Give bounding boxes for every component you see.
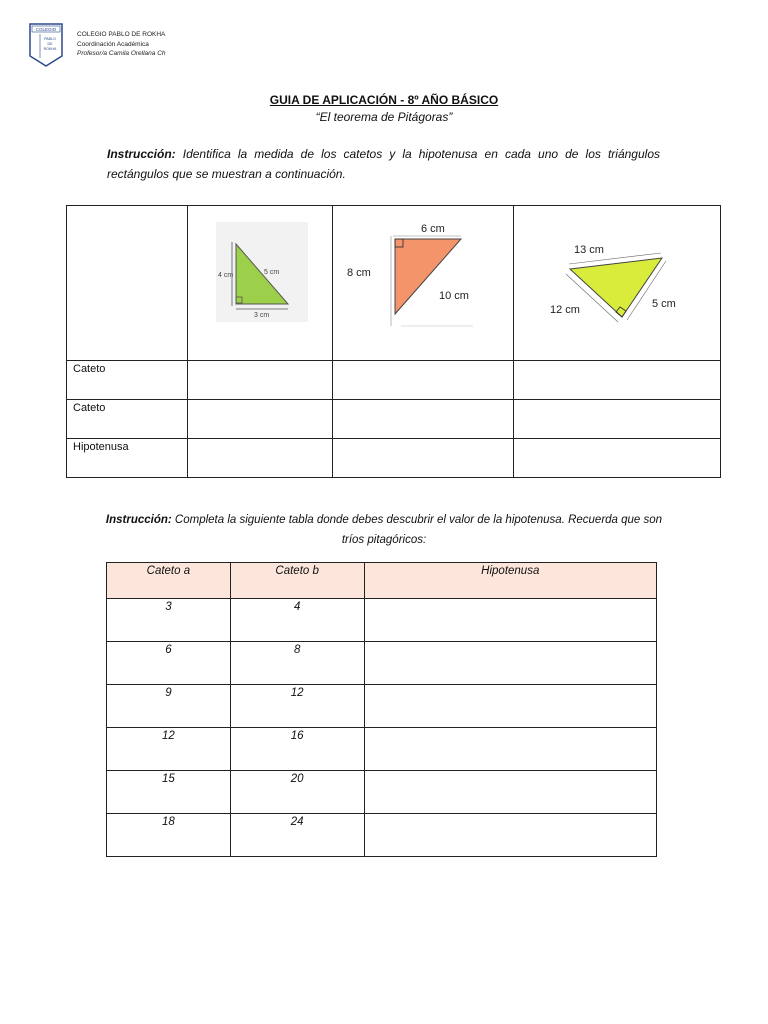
hipotenusa-answer-cell[interactable] bbox=[364, 685, 656, 728]
answer-cell[interactable] bbox=[333, 361, 514, 400]
table1-row bbox=[67, 439, 721, 478]
triangle-1-side-b: 3 cm bbox=[254, 312, 270, 319]
svg-text:PABLO: PABLO bbox=[44, 37, 56, 41]
answer-cell[interactable] bbox=[333, 439, 514, 478]
pythagorean-triples-table bbox=[106, 562, 657, 857]
triangle-1-figure bbox=[188, 206, 332, 360]
header-cateto-b: Cateto b bbox=[230, 563, 364, 599]
instruction-1-label: Instrucción: bbox=[107, 147, 176, 161]
table-row bbox=[107, 814, 657, 857]
school-name: COLEGIO PABLO DE ROKHA bbox=[77, 31, 166, 38]
instruction-2-label: Instrucción: bbox=[105, 514, 172, 526]
worksheet-title: GUIA DE APLICACIÓN - 8º AÑO BÁSICO bbox=[269, 93, 499, 107]
hipotenusa-answer-cell[interactable] bbox=[364, 814, 656, 857]
triangle-1-side-a: 4 cm bbox=[218, 272, 234, 279]
triangle-3-figure bbox=[514, 206, 720, 360]
cateto-b-cell: 20 bbox=[230, 771, 364, 814]
answer-cell[interactable] bbox=[188, 439, 333, 478]
table1-row bbox=[67, 361, 721, 400]
triangles-image-row bbox=[67, 206, 721, 361]
triangle-2-side-a: 6 cm bbox=[421, 223, 445, 235]
cateto-b-cell: 24 bbox=[230, 814, 364, 857]
cateto-a-cell: 3 bbox=[107, 599, 231, 642]
table-row bbox=[107, 599, 657, 642]
answer-cell[interactable] bbox=[514, 400, 721, 439]
triangle-1-hypotenuse: 5 cm bbox=[264, 269, 280, 276]
cateto-a-cell: 15 bbox=[107, 771, 231, 814]
cateto-a-cell: 6 bbox=[107, 642, 231, 685]
table2-header-row bbox=[107, 563, 657, 599]
worksheet-subtitle: “El teorema de Pitágoras” bbox=[315, 110, 453, 124]
table-row bbox=[107, 685, 657, 728]
triangle-3-side-b: 5 cm bbox=[652, 298, 676, 310]
row-label-cateto-2: Cateto bbox=[67, 400, 188, 439]
triangle-3-hypotenuse: 13 cm bbox=[574, 244, 604, 256]
answer-cell[interactable] bbox=[514, 439, 721, 478]
cateto-a-cell: 9 bbox=[107, 685, 231, 728]
school-crest-logo bbox=[28, 22, 64, 68]
svg-text:COLEGIO: COLEGIO bbox=[35, 27, 57, 32]
answer-cell[interactable] bbox=[188, 400, 333, 439]
answer-cell[interactable] bbox=[333, 400, 514, 439]
triangle-3-side-a: 12 cm bbox=[550, 304, 580, 316]
triangle-3-cell bbox=[514, 206, 721, 361]
instruction-1-text: Identifica la medida de los catetos y la hipotenusa en cada uno de los triángulos rectángulos que se muestran a continuación. bbox=[107, 147, 660, 181]
table-row bbox=[107, 728, 657, 771]
table-row bbox=[107, 771, 657, 814]
empty-corner-cell bbox=[67, 206, 188, 361]
row-label-cateto-1: Cateto bbox=[67, 361, 188, 400]
hipotenusa-answer-cell[interactable] bbox=[364, 642, 656, 685]
triangle-2-side-b: 8 cm bbox=[347, 267, 371, 279]
hipotenusa-answer-cell[interactable] bbox=[364, 771, 656, 814]
cateto-b-cell: 4 bbox=[230, 599, 364, 642]
table-row bbox=[107, 642, 657, 685]
table1-row bbox=[67, 400, 721, 439]
triangle-1-cell bbox=[188, 206, 333, 361]
triangle-2-cell bbox=[333, 206, 514, 361]
cateto-a-cell: 12 bbox=[107, 728, 231, 771]
triangle-2-hypotenuse: 10 cm bbox=[439, 290, 469, 302]
cateto-b-cell: 12 bbox=[230, 685, 364, 728]
instruction-2 bbox=[105, 510, 663, 550]
svg-text:ROKHA: ROKHA bbox=[43, 47, 57, 51]
triangles-table bbox=[66, 205, 721, 478]
instruction-1 bbox=[107, 144, 660, 184]
header-hipotenusa: Hipotenusa bbox=[364, 563, 656, 599]
teacher-name: Profesor/a Camila Orellana Ch bbox=[77, 50, 166, 57]
triangle-2-figure bbox=[333, 206, 513, 360]
cateto-b-cell: 8 bbox=[230, 642, 364, 685]
cateto-b-cell: 16 bbox=[230, 728, 364, 771]
instruction-2-text: Completa la siguiente tabla donde debes descubrir el valor de la hipotenusa. Recuerda que son tríos pitagóricos: bbox=[171, 514, 663, 546]
answer-cell[interactable] bbox=[514, 361, 721, 400]
department-name: Coordinación Académica bbox=[77, 40, 149, 48]
school-info bbox=[77, 30, 166, 59]
hipotenusa-answer-cell[interactable] bbox=[364, 599, 656, 642]
svg-text:DE: DE bbox=[47, 42, 53, 46]
header-cateto-a: Cateto a bbox=[107, 563, 231, 599]
cateto-a-cell: 18 bbox=[107, 814, 231, 857]
hipotenusa-answer-cell[interactable] bbox=[364, 728, 656, 771]
answer-cell[interactable] bbox=[188, 361, 333, 400]
row-label-hipotenusa: Hipotenusa bbox=[67, 439, 188, 478]
